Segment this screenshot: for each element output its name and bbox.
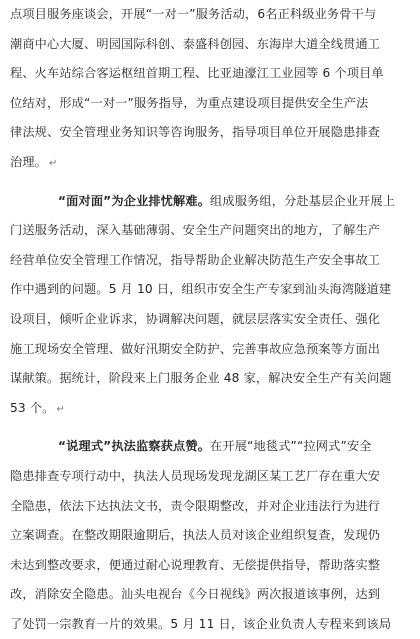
text-line-content: 治理。	[10, 154, 48, 169]
text-line	[10, 148, 410, 178]
text-line-content: 53 个。	[10, 400, 55, 415]
text-line-content: 组成服务组，分赴基层企业开展上	[210, 193, 396, 208]
paragraph-spacing	[10, 178, 410, 187]
text-line: 施工现场安全管理、做好汛期安全防护、完善事故应急预案等方面出	[10, 341, 381, 356]
paragraph-face-to-face	[10, 187, 410, 424]
paragraph-spacing	[10, 423, 410, 432]
text-line: 谋献策。据统计，阶段来上门服务企业 48 家，解决安全生产有关问题	[10, 371, 392, 386]
paragraph-mark-icon: ↵	[56, 403, 66, 415]
paragraph-lead: “面对面”为企业排忧解难。	[58, 193, 211, 208]
text-line	[10, 432, 410, 462]
paragraph-lead: “说理式”执法监察获点赞。	[58, 439, 211, 454]
text-line: 全隐患，依法下达执法文书，责令限期整改，并对企业违法行为进行	[10, 498, 381, 513]
text-line: 位结对，形成“一对一”服务指导，为重点建设项目提供安全生产法	[10, 95, 369, 110]
paragraph-reasoning-enforcement	[10, 432, 410, 639]
text-line: 设项目，倾听企业诉求，协调解决问题，就层层落实安全责任、强化	[10, 311, 381, 326]
text-line-content: 在开展“地毯式”“拉网式”安全	[210, 439, 372, 454]
text-line: 程、火车站综合客运枢纽首期工程、比亚迪濠江工业园等 6 个项目单	[10, 66, 384, 81]
text-line: 潮商中心大厦、明园国际科创、泰盛科创园、东海岸大道全线贯通工	[10, 36, 381, 51]
text-line: 点项目服务座谈会，开展“一对一”服务活动，6名正科级业务骨干与	[10, 7, 377, 21]
text-line	[10, 187, 410, 217]
text-line: 未达到整改要求，便通过耐心说理教育、无偿提供指导，帮助落实整	[10, 557, 381, 572]
text-line	[10, 394, 410, 424]
text-line: 经营单位安全管理工作情况，指导帮助企业解决防范生产安全事故工	[10, 252, 381, 267]
paragraph-mark-icon: ↵	[49, 157, 58, 169]
text-line: 律法规、安全管理业务知识等咨询服务，指导项目单位开展隐患排查	[10, 125, 381, 140]
text-line: 立案调查。在整改期限逾期后，执法人员对该企业组织复查，发现仍	[10, 528, 381, 543]
text-line: 了处罚一宗教育一片的效果。5 月 11 日，该企业负责人专程来到该局	[10, 616, 392, 631]
text-line: 改，消除安全隐患。汕头电视台《今日视线》两次报道该事例，达到	[10, 587, 381, 602]
text-line: 门送服务活动，深入基础薄弱、安全生产问题突出的地方，了解生产	[10, 223, 381, 238]
text-line: 隐患排查专项行动中，执法人员现场发现龙湖区某工艺厂存在重大安	[10, 468, 381, 483]
text-line: 作中遇到的问题。5 月 10 日，组织市安全生产专家到汕头海湾隧道建	[10, 282, 392, 297]
paragraph-project-service	[10, 0, 410, 178]
